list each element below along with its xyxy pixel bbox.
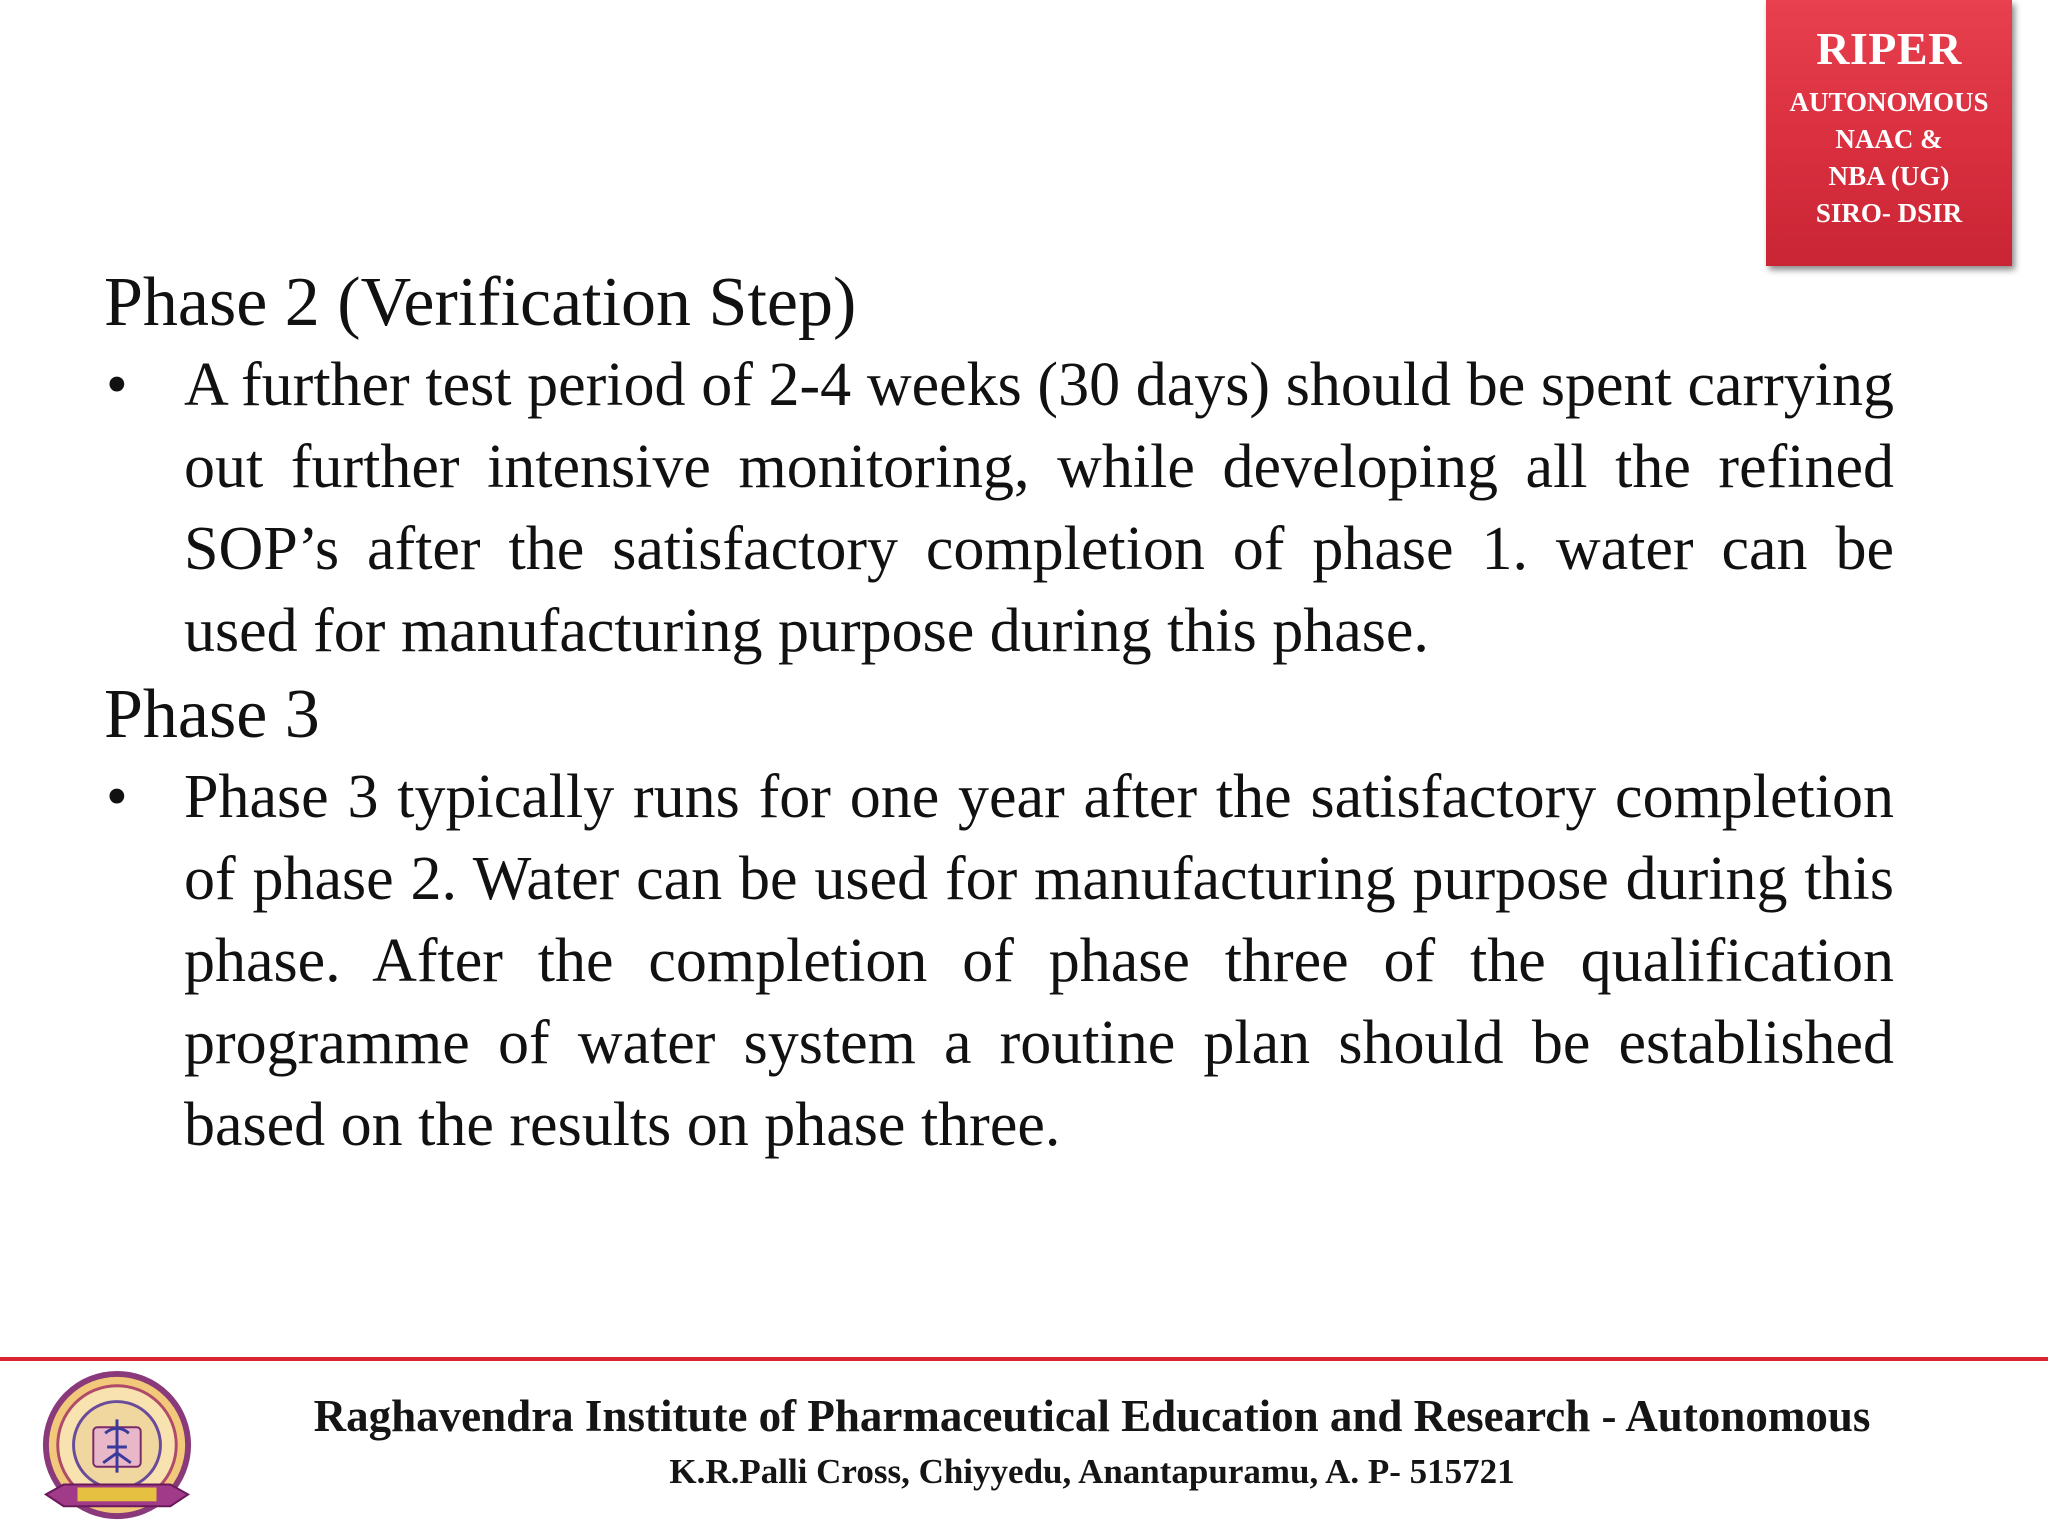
section-heading-phase-2: Phase 2 (Verification Step) [104,264,857,341]
section-heading-phase-3: Phase 3 [104,676,320,753]
accreditation-badge [1766,0,2012,266]
bullet-icon: • [106,763,128,831]
bullet-item-phase-3 [104,756,1894,1166]
badge-line-naac: NAAC & [1835,124,1943,154]
institute-seal-icon [38,1368,196,1526]
slide-content [104,262,1894,1166]
badge-line-siro: SIRO- DSIR [1815,198,1963,228]
footer-institution-name: Raghavendra Institute of Pharmaceutical Education and Research - Autonomous [313,1391,1871,1441]
bullet-text-phase-2: A further test period of 2-4 weeks (30 days) should be spent carrying out further intensive monitoring, while developing all the refined SOP’s after the satisfactory completion of phase 1. water can be used for manufacturing purpose during this phase. [184,351,1894,665]
bullet-item-phase-2 [104,344,1894,672]
badge-line-autonomous: AUTONOMOUS [1789,87,1989,117]
badge-lines [1766,84,2012,232]
footer-divider [0,1357,2048,1361]
footer-address: K.R.Palli Cross, Chiyyedu, Anantapuramu, A. P- 515721 [669,1452,1515,1491]
badge-line-nba: NBA (UG) [1828,161,1950,191]
bullet-text-phase-3: Phase 3 typically runs for one year after the satisfactory completion of phase 2. Water can be used for manufacturing purpose during this phase. After the completion of phase three of the qualification programme of water system a routine plan should be established based on the results on phase three. [184,763,1894,1159]
bullet-icon: • [106,351,128,419]
badge-title: RIPER [1816,23,1962,74]
